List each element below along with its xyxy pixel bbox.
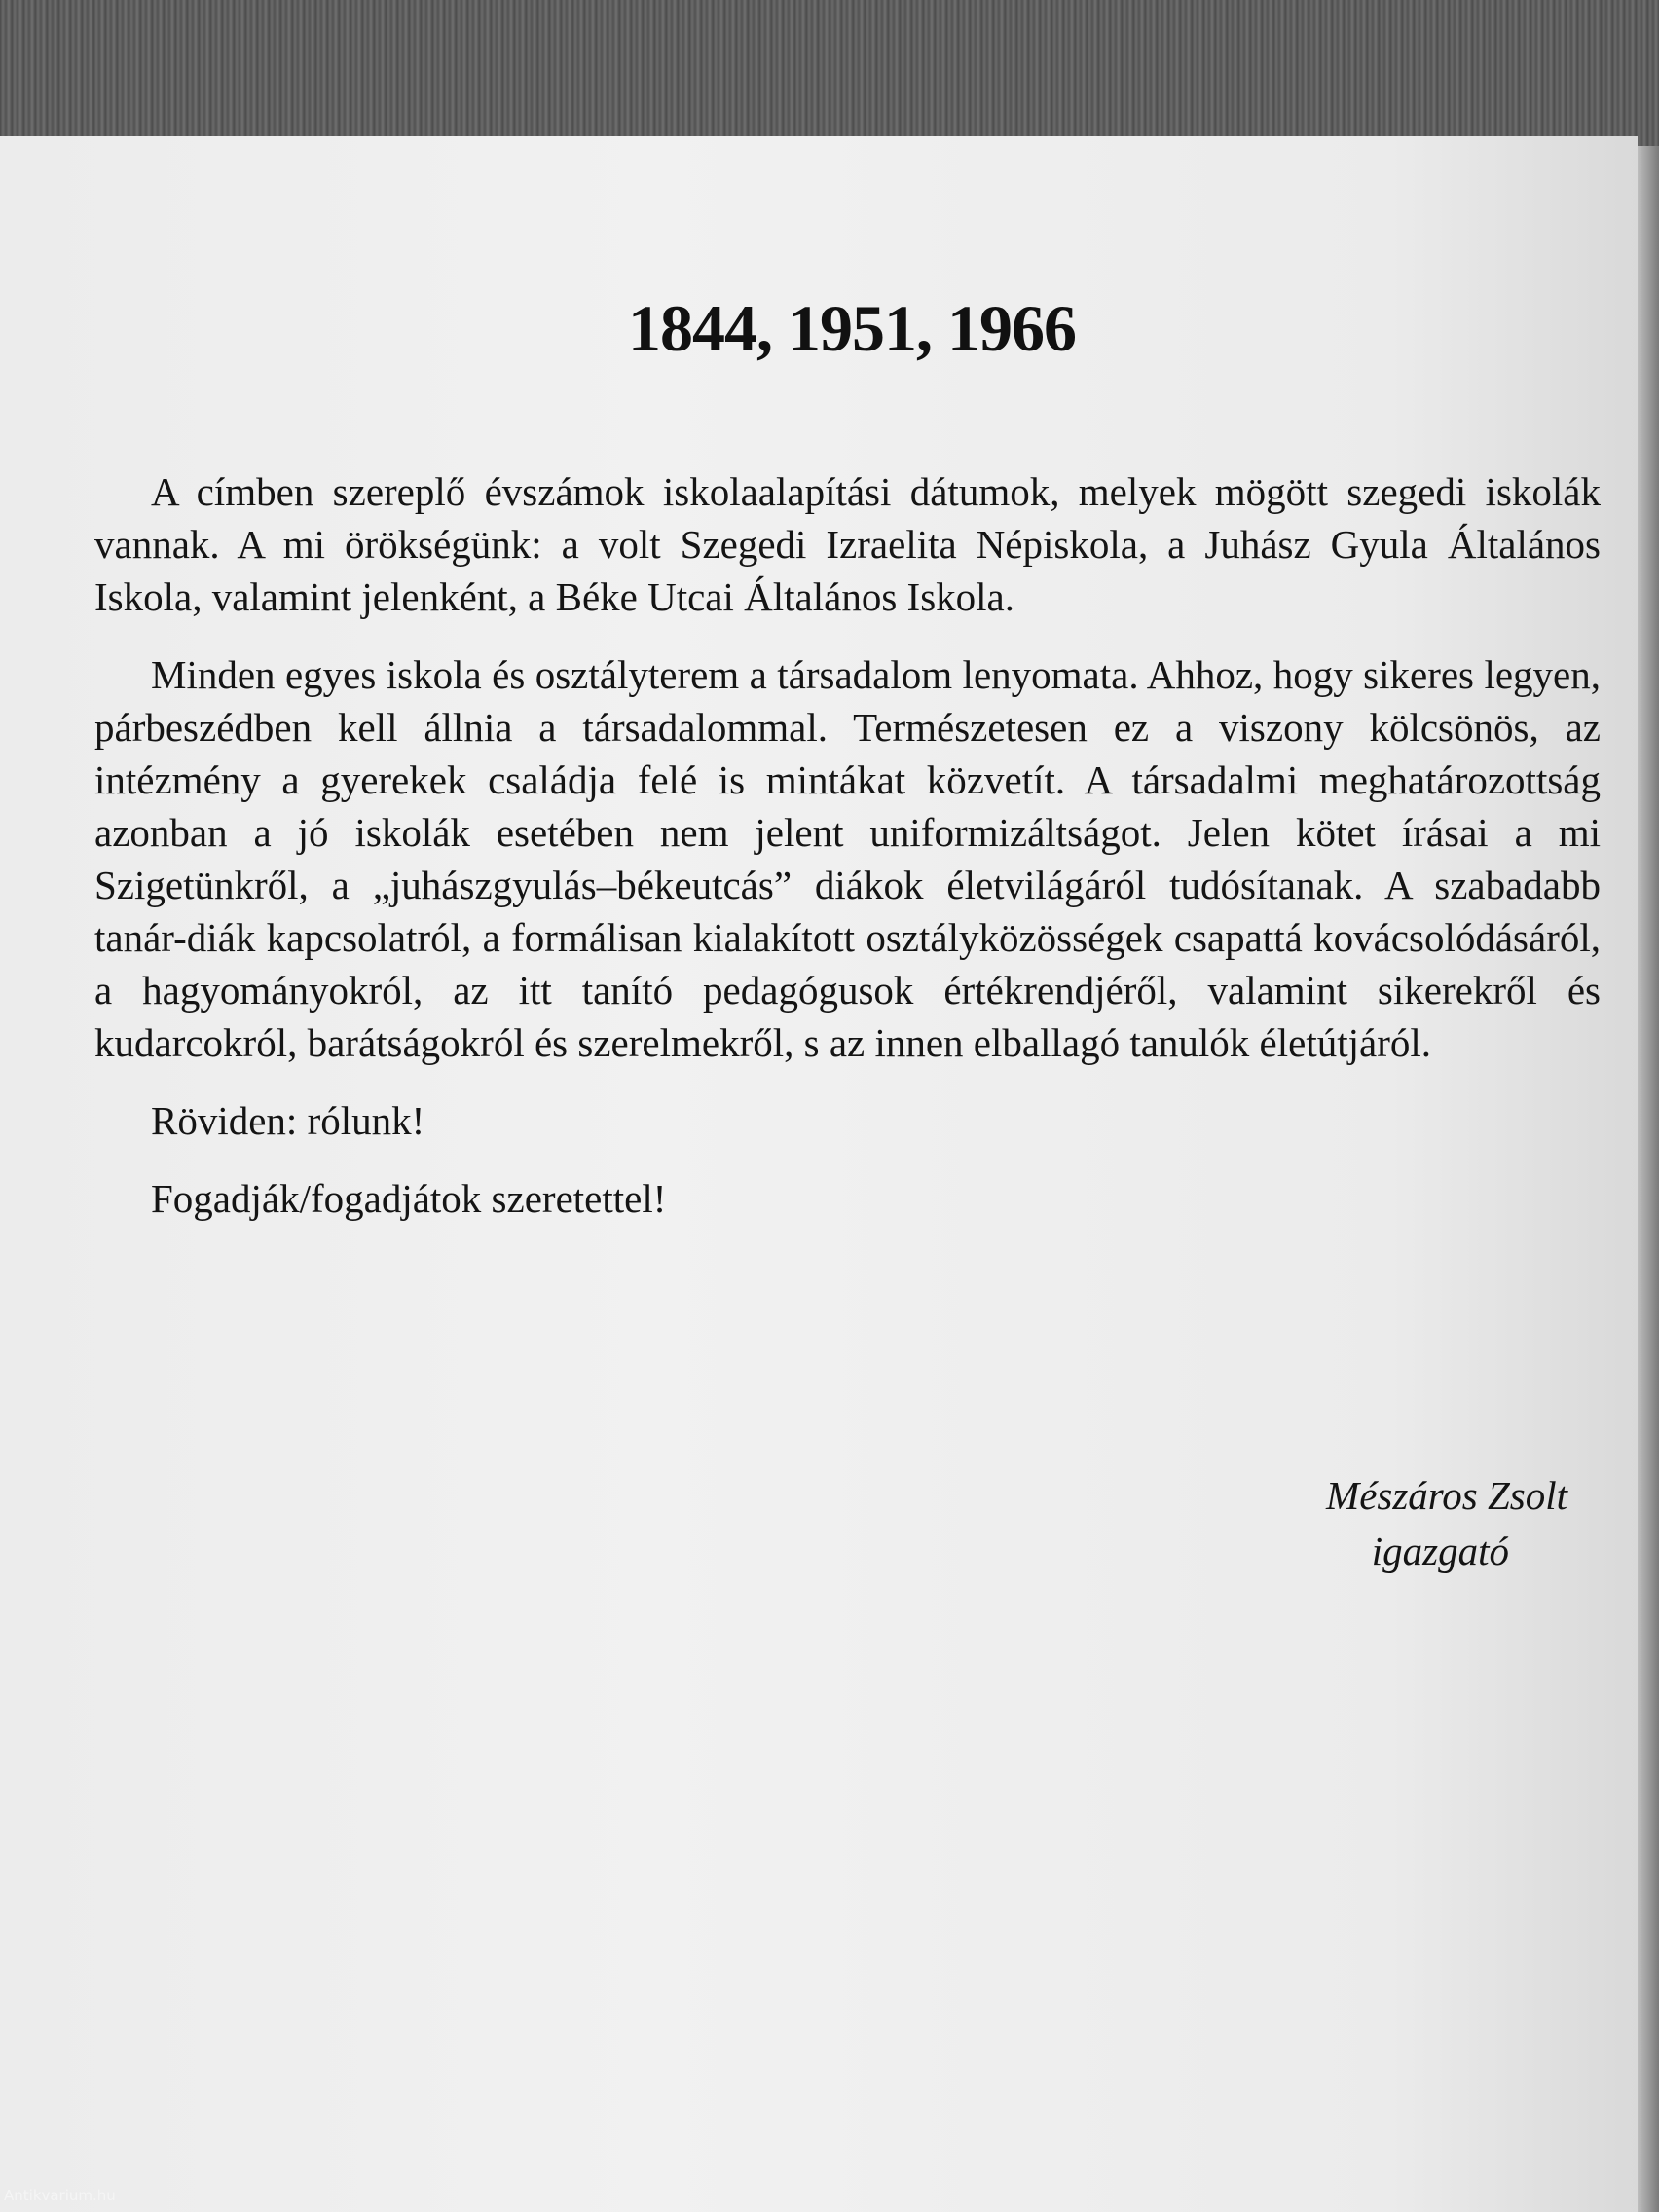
watermark: Antikvarium.hu: [4, 2187, 116, 2204]
page-edge: [1638, 146, 1659, 2212]
signature-block: [1326, 1468, 1567, 1579]
paragraph-intro: A címben szereplő évszámok iskolaalapítási dátumok, melyek mögött szegedi iskolák vannak. A mi örökségünk: a volt Szegedi Izraelita Népiskola, a Juhász Gyula Általános Iskola, valamint jelenként, a Béke Utcai Általános Iskola.: [94, 469, 1601, 619]
paragraph-short: Röviden: rólunk!: [151, 1098, 425, 1143]
paragraph-closing: Fogadják/fogadjátok szeretettel!: [151, 1176, 667, 1221]
body-text: [94, 465, 1601, 1250]
signature-role: igazgató: [1371, 1529, 1509, 1573]
paragraph-main: Minden egyes iskola és osztályterem a társadalom lenyomata. Ahhoz, hogy sikeres legyen, párbeszédben kell állnia a társadalommal. Természetesen ez a viszony kölcsönös, az intézmény a gyerekek családja felé is mintákat közvetít. A társadalmi meghatározottság azonban a jó iskolák esetében nem jelent uniformizáltságot. Jelen kötet írásai a mi Szigetünkről, a „juhászgyulás–békeutcás” diákok életvilágáról tudósítanak. A szabadabb tanár-diák kapcsolatról, a formálisan kialakított osztályközösségek csapattá kovácsolódásáról, a hagyományokról, az itt tanító pedagógusok értékrendjéről, valamint sikerekről és kudarcokról, barátságokról és szerelmekről, s az innen elballagó tanulók életútjáról.: [94, 652, 1601, 1065]
page-title: 1844, 1951, 1966: [628, 291, 1076, 365]
signature-name: Mészáros Zsolt: [1326, 1473, 1567, 1518]
